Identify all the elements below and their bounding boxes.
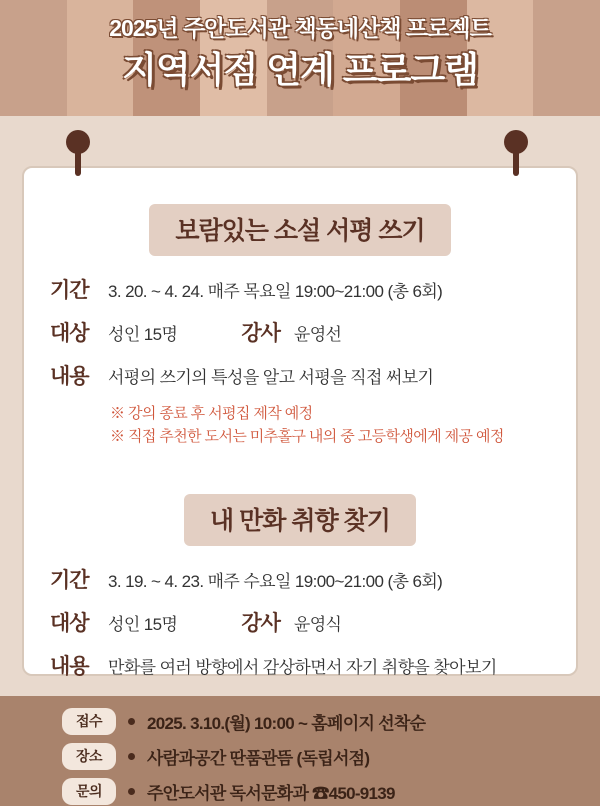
program-1-target-row (50, 317, 550, 347)
program-2-title: 내 만화 취향 찾기 (184, 494, 416, 546)
program-board (22, 166, 578, 676)
poster-header (0, 0, 600, 116)
bullet-dot-icon (128, 788, 135, 795)
poster-footer (0, 696, 600, 806)
poster-title: 지역서점 연계 프로그램 (122, 48, 478, 90)
pushpin-left-icon (66, 130, 90, 154)
footer-row-place (62, 743, 600, 770)
footer-tag-contact: 문의 (62, 778, 116, 805)
program-1-title-wrap (50, 204, 550, 256)
program-1-content-label: 내용 (50, 365, 89, 388)
program-1-period-row (50, 274, 550, 304)
program-1-teacher-label: 강사 (241, 322, 280, 345)
program-2-period-value: 3. 19. ~ 4. 23. 매주 수요일 19:00~21:00 (총 6회) (108, 572, 443, 591)
program-1-target-value: 성인 15명 (108, 325, 178, 344)
program-1-period-value: 3. 20. ~ 4. 24. 매주 목요일 19:00~21:00 (총 6회) (108, 282, 443, 301)
program-2-content-row (50, 650, 550, 680)
footer-tag-apply: 접수 (62, 708, 116, 735)
program-2-target-label: 대상 (50, 612, 89, 635)
program-1-period-label: 기간 (50, 279, 89, 302)
program-1-content-value: 서평의 쓰기의 특성을 알고 서평을 직접 써보기 (108, 368, 434, 387)
bullet-dot-icon (128, 718, 135, 725)
footer-tag-place: 장소 (62, 743, 116, 770)
header-text-block (0, 0, 600, 92)
program-2-content-value: 만화를 여러 방향에서 감상하면서 자기 취향을 찾아보기 (108, 658, 497, 677)
program-2-content-label: 내용 (50, 655, 89, 678)
program-2-period-row (50, 564, 550, 594)
program-section-1 (50, 204, 550, 448)
program-2-teacher-value: 윤영식 (293, 615, 342, 634)
program-1-note-2: ※ 직접 추천한 도서는 미추홀구 내의 중 고등학생에게 제공 예정 (110, 427, 504, 445)
bullet-dot-icon (128, 753, 135, 760)
footer-row-contact (62, 778, 600, 805)
footer-text-place: 사람과공간 딴품관뜸 (독립서점) (147, 749, 370, 768)
program-2-teacher-label: 강사 (241, 612, 280, 635)
program-1-title: 보람있는 소설 서평 쓰기 (149, 204, 450, 256)
footer-row-apply (62, 708, 600, 735)
program-1-notes (110, 403, 550, 448)
footer-text-contact: 주안도서관 독서문화과 ☎450-9139 (147, 784, 395, 803)
footer-text-apply: 2025. 3.10.(월) 10:00 ~ 홈페이지 선착순 (147, 714, 426, 733)
program-1-target-label: 대상 (50, 322, 89, 345)
program-1-content-row (50, 360, 550, 390)
pushpin-right-icon (504, 130, 528, 154)
program-1-note-1: ※ 강의 종료 후 서평집 제작 예정 (110, 405, 313, 422)
program-2-target-value: 성인 15명 (108, 615, 178, 634)
program-2-target-row (50, 607, 550, 637)
board-area (0, 116, 600, 696)
program-1-teacher-value: 윤영선 (293, 325, 342, 344)
program-section-2 (50, 494, 550, 680)
poster-subtitle: 2025년 주안도서관 책동네산책 프로젝트 (109, 15, 491, 41)
program-2-period-label: 기간 (50, 569, 89, 592)
program-2-title-wrap (50, 494, 550, 546)
